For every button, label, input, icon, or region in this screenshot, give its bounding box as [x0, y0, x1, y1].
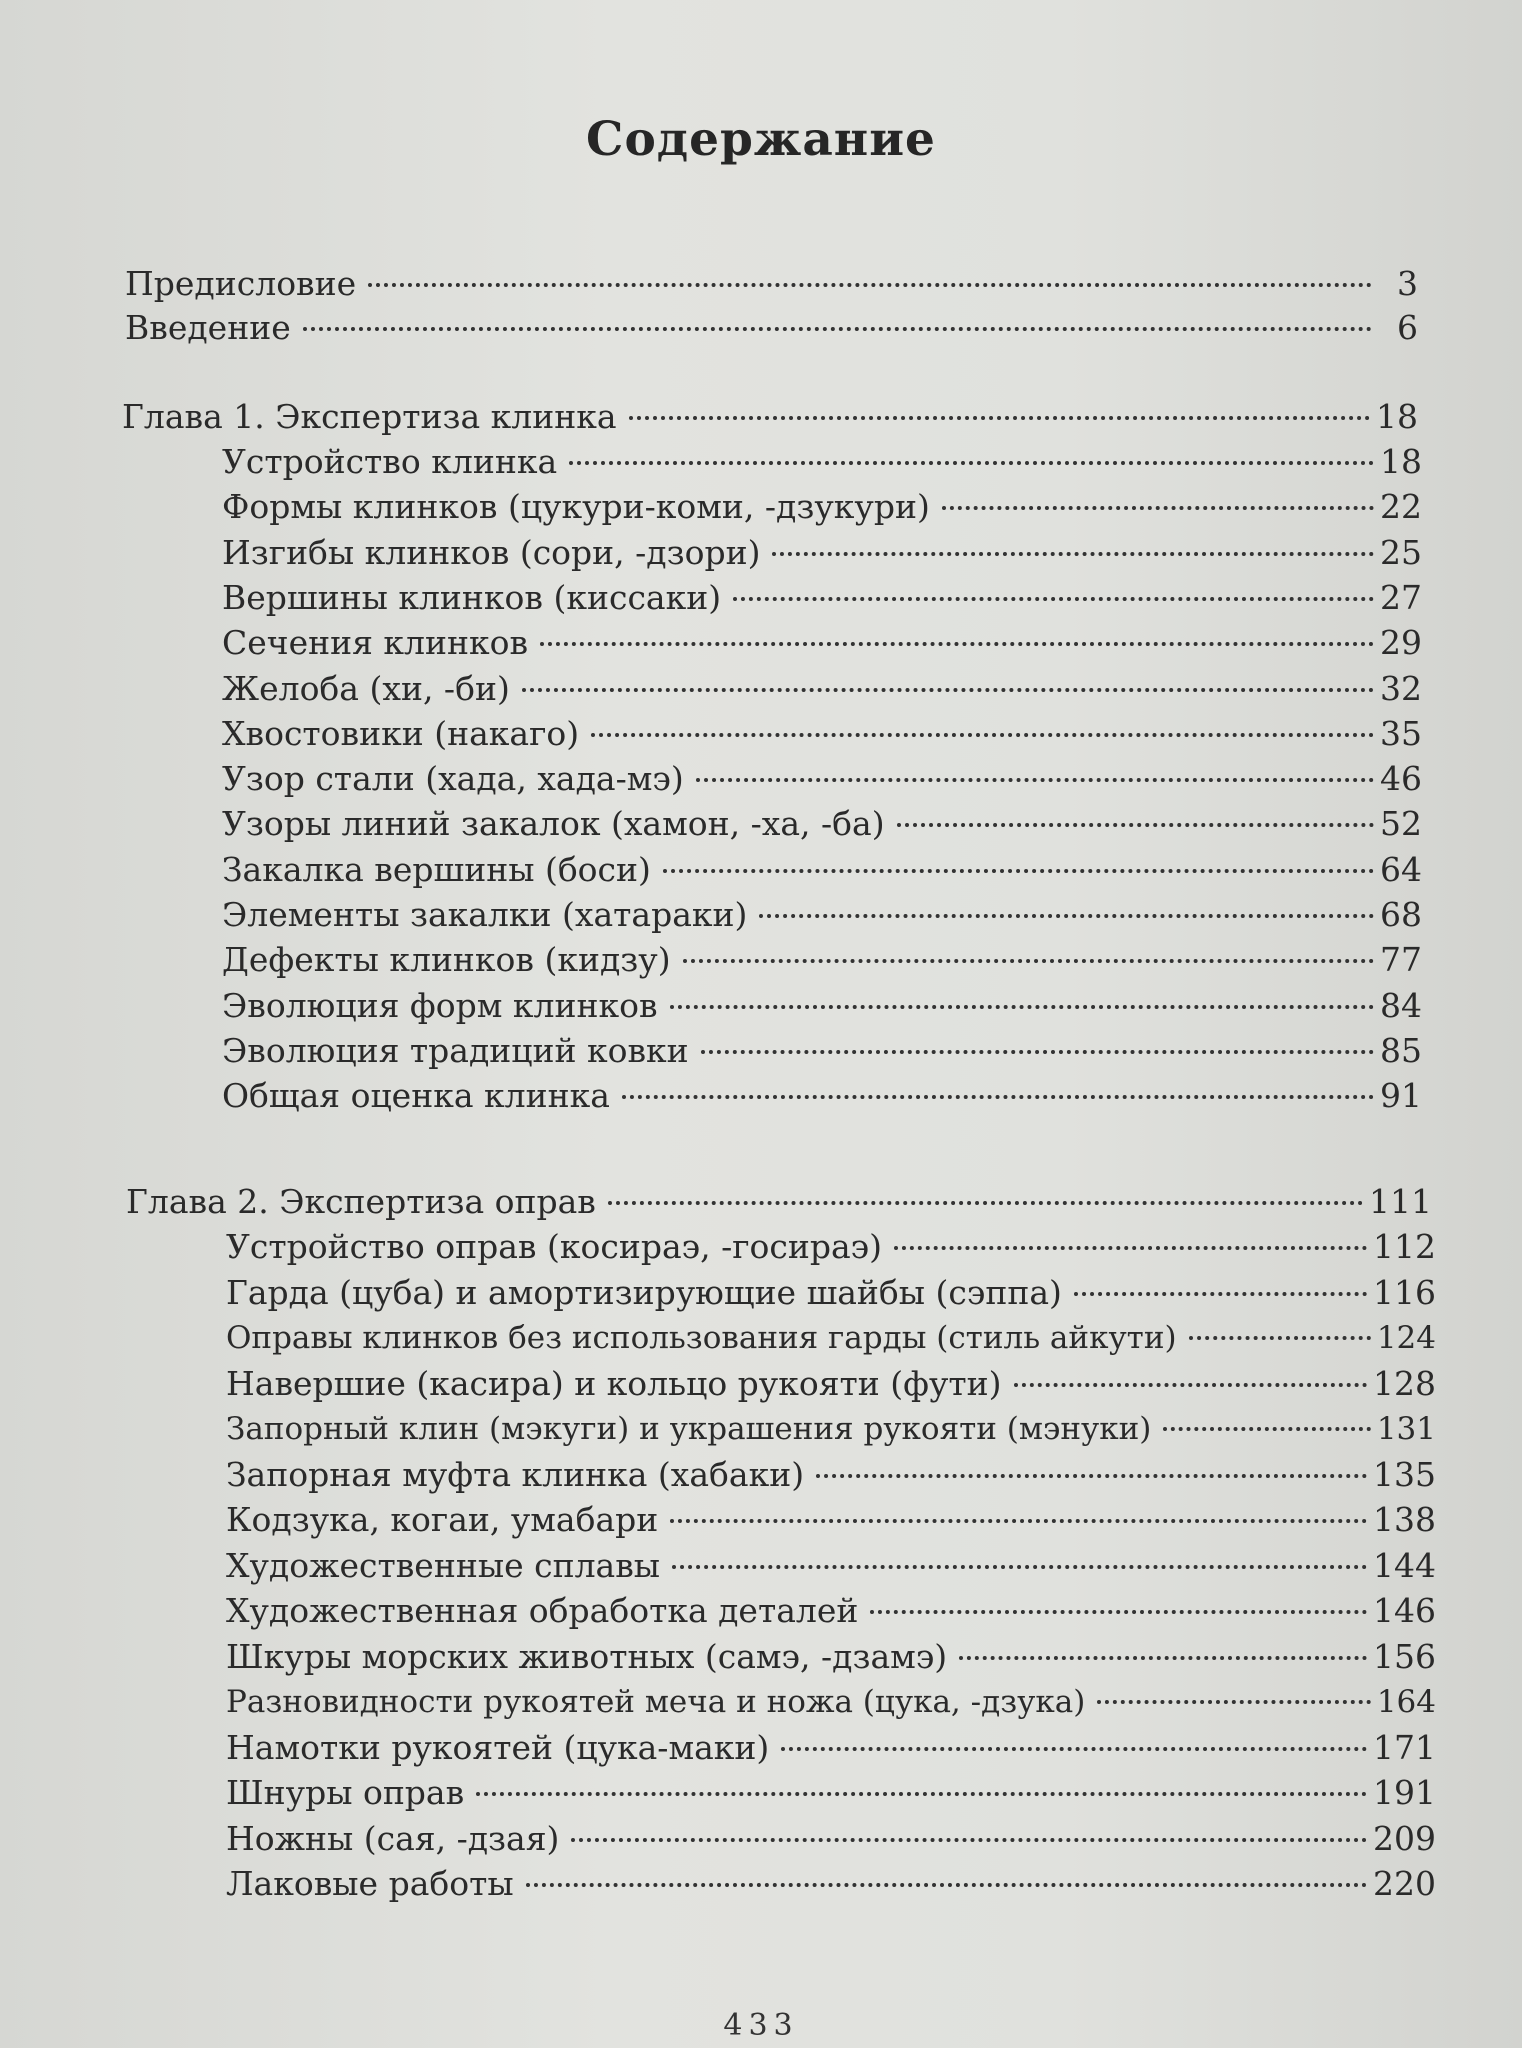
toc-entry [222, 621, 1422, 665]
dot-leader [622, 1095, 1374, 1099]
toc-entry-title: Оправы клинков без использования гарды (стиль айкути) [226, 1320, 1177, 1356]
toc-entry-title: Эволюция форм клинков [222, 985, 658, 1025]
toc-entry-title: Сечения клинков [222, 623, 529, 663]
dot-leader [1097, 1700, 1371, 1704]
toc-entry [226, 1862, 1436, 1906]
dot-leader [696, 778, 1374, 782]
toc-entry-title: Ножны (сая, -дзая) [226, 1818, 560, 1858]
toc-entry-title: Устройство оправ (косираэ, -госираэ) [226, 1227, 883, 1266]
dot-leader [663, 869, 1374, 873]
toc-entry-page: 124 [1376, 1320, 1436, 1356]
toc-entry-title: Узор стали (хада, хада-мэ) [222, 759, 684, 799]
toc-entry-title: Художественные сплавы [226, 1545, 661, 1585]
toc-entry-page: 156 [1373, 1636, 1436, 1676]
toc-entry-page: 32 [1380, 668, 1422, 708]
toc-entry-page: 27 [1380, 577, 1422, 617]
toc-entry-title: Предисловие [125, 264, 357, 303]
toc-entry [222, 667, 1422, 711]
dot-leader [1163, 1427, 1370, 1431]
dot-leader [522, 688, 1374, 692]
toc-entry-title: Эволюция традиций ковки [222, 1030, 689, 1070]
toc-entry-title: Узоры линий закалок (хамон, -ха, -ба) [222, 804, 885, 844]
toc-entry-page: 91 [1380, 1076, 1422, 1116]
toc-entry-page: 64 [1380, 849, 1422, 889]
toc-entry [222, 848, 1422, 892]
toc-entry [226, 1271, 1436, 1315]
toc-entry [222, 802, 1422, 846]
dot-leader [540, 642, 1374, 646]
toc-entry [226, 1453, 1436, 1497]
toc-entry-page: 29 [1380, 623, 1422, 663]
toc-entry-title: Общая оценка клинка [222, 1076, 610, 1116]
toc-entry-page: 144 [1373, 1545, 1436, 1585]
toc-entry-title: Глава 1. Экспертиза клинка [122, 397, 617, 436]
toc-entry-page: 191 [1373, 1773, 1436, 1812]
toc-entry-title: Введение [125, 308, 291, 347]
toc-entry [222, 938, 1422, 982]
toc-entry [222, 893, 1422, 937]
toc-entry [226, 1635, 1436, 1679]
toc-entry-front [125, 306, 1418, 350]
toc-entry-page: 25 [1380, 532, 1422, 572]
toc-entry-page: 68 [1380, 895, 1422, 934]
toc-entry [222, 984, 1422, 1028]
toc-entry-page: 18 [1376, 397, 1418, 436]
toc-entry [222, 757, 1422, 801]
toc-entry-page: 135 [1373, 1454, 1436, 1494]
dot-leader [629, 416, 1370, 420]
toc-entry-title: Хвостовики (накаго) [222, 713, 580, 753]
toc-entry-page: 18 [1380, 442, 1422, 481]
dot-leader [733, 597, 1374, 601]
toc-entry-page: 35 [1380, 713, 1422, 753]
dot-leader [569, 461, 1374, 465]
dot-leader [683, 959, 1374, 963]
toc-entry-title: Формы клинков (цукури-коми, -дзукури) [222, 487, 930, 527]
toc-entry-title: Желоба (хи, -би) [222, 668, 510, 708]
dot-leader [670, 1005, 1374, 1009]
toc-entry [226, 1544, 1436, 1588]
dot-leader [701, 1050, 1374, 1054]
dot-leader [608, 1201, 1363, 1205]
toc-entry-page: 46 [1380, 759, 1422, 799]
toc-entry [226, 1771, 1436, 1815]
toc-entry-title: Дефекты клинков (кидзу) [222, 940, 671, 980]
toc-entry-page: 116 [1373, 1272, 1436, 1312]
toc-entry-title: Лаковые работы [226, 1864, 514, 1903]
toc-entry-page: 6 [1397, 308, 1418, 347]
toc-entry [222, 531, 1422, 575]
toc-entry [226, 1726, 1436, 1770]
toc-entry [226, 1498, 1436, 1542]
toc-entry-page: 171 [1373, 1727, 1436, 1767]
dot-leader [781, 1747, 1367, 1751]
toc-chapter-heading [126, 1180, 1432, 1224]
dot-leader [670, 1519, 1367, 1523]
toc-entry-title: Художественная обработка деталей [226, 1591, 859, 1630]
toc-entry-page: 112 [1373, 1227, 1436, 1266]
dot-leader [526, 1883, 1367, 1887]
toc-chapter-heading [122, 395, 1418, 439]
toc-entry-title: Запорная муфта клинка (хабаки) [226, 1454, 805, 1494]
toc-entry-title: Кодзука, когаи, умабари [226, 1500, 659, 1539]
toc-entry-page: 138 [1373, 1500, 1436, 1539]
toc-entry-title: Разновидности рукоятей меча и ножа (цука, -дзука) [226, 1684, 1086, 1720]
toc-entry [226, 1407, 1436, 1451]
dot-leader [870, 1610, 1367, 1614]
dot-leader [476, 1792, 1367, 1796]
toc-entry-page: 220 [1373, 1864, 1436, 1903]
toc-entry-page: 146 [1373, 1591, 1436, 1630]
dot-leader [368, 283, 1372, 287]
toc-entry-page: 85 [1380, 1030, 1422, 1070]
toc-entry-title: Глава 2. Экспертиза оправ [126, 1182, 596, 1221]
toc-entry-title: Шнуры оправ [226, 1773, 465, 1812]
toc-entry [226, 1817, 1436, 1861]
toc-entry-title: Навершие (касира) и кольцо рукояти (фути) [226, 1363, 1002, 1403]
toc-entry-page: 111 [1369, 1182, 1432, 1221]
dot-leader [816, 1474, 1367, 1478]
dot-leader [1014, 1383, 1367, 1387]
toc-entry [226, 1589, 1436, 1633]
toc-entry-title: Запорный клин (мэкуги) и украшения рукояти (мэнуки) [226, 1411, 1152, 1447]
toc-entry [222, 440, 1422, 484]
dot-leader [1074, 1292, 1367, 1296]
dot-leader [897, 823, 1374, 827]
toc-entry-page: 131 [1376, 1411, 1436, 1447]
page-title: Содержание [586, 112, 936, 167]
toc-entry [226, 1362, 1436, 1406]
dot-leader [759, 914, 1374, 918]
dot-leader [303, 327, 1372, 331]
page-number: 433 [723, 2008, 799, 2043]
dot-leader [672, 1565, 1367, 1569]
toc-entry-page: 3 [1397, 264, 1418, 303]
toc-entry-title: Устройство клинка [222, 442, 558, 481]
toc-entry-title: Гарда (цуба) и амортизирующие шайбы (сэппа) [226, 1272, 1062, 1312]
dot-leader [772, 552, 1374, 556]
toc-entry [222, 712, 1422, 756]
toc-entry-page: 164 [1376, 1684, 1436, 1720]
toc-entry-title: Изгибы клинков (сори, -дзори) [222, 532, 761, 572]
toc-entry-front [125, 262, 1418, 306]
toc-entry [222, 485, 1422, 529]
toc-entry [222, 576, 1422, 620]
dot-leader [959, 1656, 1367, 1660]
toc-entry [226, 1225, 1436, 1269]
toc-entry [222, 1029, 1422, 1073]
toc-entry-page: 22 [1380, 487, 1422, 527]
dot-leader [591, 733, 1374, 737]
toc-entry [222, 1074, 1422, 1118]
toc-entry-title: Намотки рукоятей (цука-маки) [226, 1727, 770, 1767]
dot-leader [1189, 1336, 1371, 1340]
toc-entry [226, 1316, 1436, 1360]
dot-leader [942, 506, 1374, 510]
toc-entry-title: Вершины клинков (киссаки) [222, 577, 722, 617]
toc-entry-page: 84 [1380, 985, 1422, 1025]
toc-entry-page: 209 [1373, 1818, 1436, 1858]
toc-entry-page: 77 [1380, 940, 1422, 980]
toc-entry [226, 1680, 1436, 1724]
dot-leader [894, 1246, 1367, 1250]
toc-entry-page: 128 [1373, 1363, 1436, 1403]
toc-entry-page: 52 [1380, 804, 1422, 844]
dot-leader [571, 1838, 1367, 1842]
toc-entry-title: Закалка вершины (боси) [222, 849, 651, 889]
toc-entry-title: Шкуры морских животных (самэ, -дзамэ) [226, 1636, 948, 1676]
toc-entry-title: Элементы закалки (хатараки) [222, 895, 748, 934]
